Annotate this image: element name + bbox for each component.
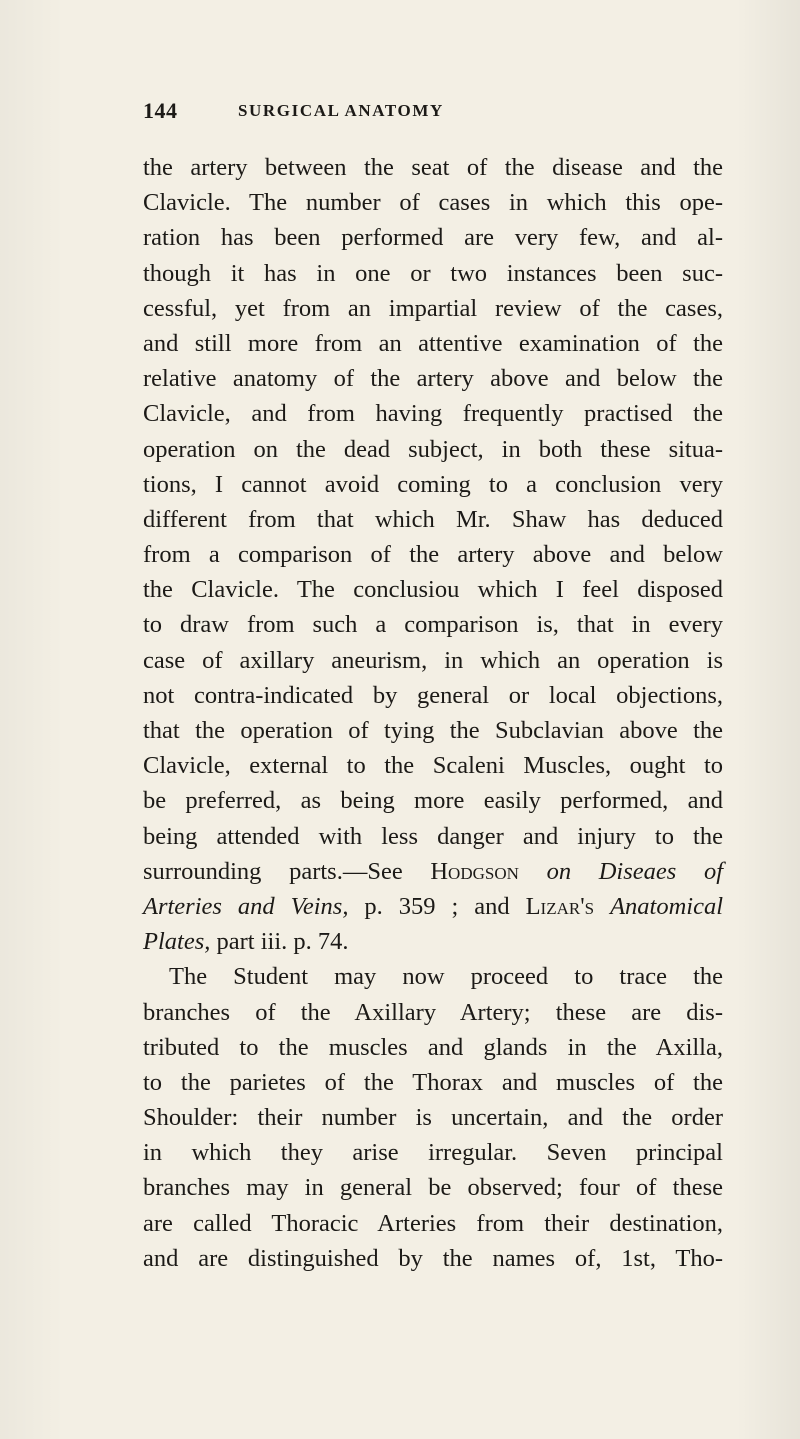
text-line: case of axillary aneurism, in which an operation is [143,646,723,674]
text-line: are called Thoracic Arteries from their destination, [143,1209,723,1237]
text-line: that the operation of tying the Subclavian above the [143,717,723,744]
body-text [143,150,723,1276]
text-line: in which they arise irregular. Seven principal [143,1139,723,1167]
text-line: Clavicle, external to the Scaleni Muscles, ought to [143,752,723,780]
text-line: relative anatomy of the artery above and below the [143,365,723,393]
text-line: the artery between the seat of the disease and the [143,154,723,181]
book-title: Diseaes of [598,857,723,885]
text-line: be preferred, as being more easily performed, and [143,787,723,815]
author-name: Hodgson [430,857,519,885]
text-line: operation on the dead subject, in both these situa- [143,435,723,463]
page-number: 144 [143,98,178,123]
reference-line [143,854,723,889]
text-line: tions, I cannot avoid coming to a conclusion very [143,470,723,498]
text-line: from a comparison of the artery above and below [143,541,723,569]
text-line: being attended with less danger and injury to the [143,822,723,850]
text-line: and still more from an attentive examination of the [143,329,723,357]
book-title: Arteries and Veins, [143,892,349,920]
author-name: Lizar's [525,892,595,920]
text-line: branches may in general be observed; four of these [143,1174,723,1202]
text-line: to the parietes of the Thorax and muscles of the [143,1068,723,1096]
text-line: tributed to the muscles and glands in the Axilla, [143,1033,723,1061]
text-line: Clavicle. The number of cases in which this ope- [143,189,723,217]
text-line: cessful, yet from an impartial review of the cases, [143,294,723,322]
text-line: ration has been performed are very few, and al- [143,224,723,252]
text-fragment: surrounding parts.—See [143,857,403,885]
book-title: Plates, [143,928,211,956]
text-line: not contra-indicated by general or local objections, [143,681,723,709]
text-line: and are distinguished by the names of, 1st, Tho- [143,1244,723,1272]
text-fragment: on [546,857,572,885]
running-head: SURGICAL ANATOMY [238,101,444,120]
text-line: though it has in one or two instances been suc- [143,259,723,287]
text-line: the Clavicle. The conclusiou which I feel disposed [143,576,723,604]
text-line: Clavicle, and from having frequently practised the [143,400,723,428]
text-line: different from that which Mr. Shaw has deduced [143,505,723,533]
reference-line [143,924,723,959]
reference-line [143,889,723,924]
text-line: to draw from such a comparison is, that in every [143,611,723,639]
text-line: The Student may now proceed to trace the [169,963,723,991]
text-line: branches of the Axillary Artery; these are dis- [143,998,723,1026]
text-line: Shoulder: their number is uncertain, and the order [143,1104,723,1132]
book-title: Anatomical [610,892,724,920]
page-header [143,98,713,132]
part-reference: part iii. p. 74. [216,928,349,956]
page-reference: p. 359 ; and [364,892,510,920]
